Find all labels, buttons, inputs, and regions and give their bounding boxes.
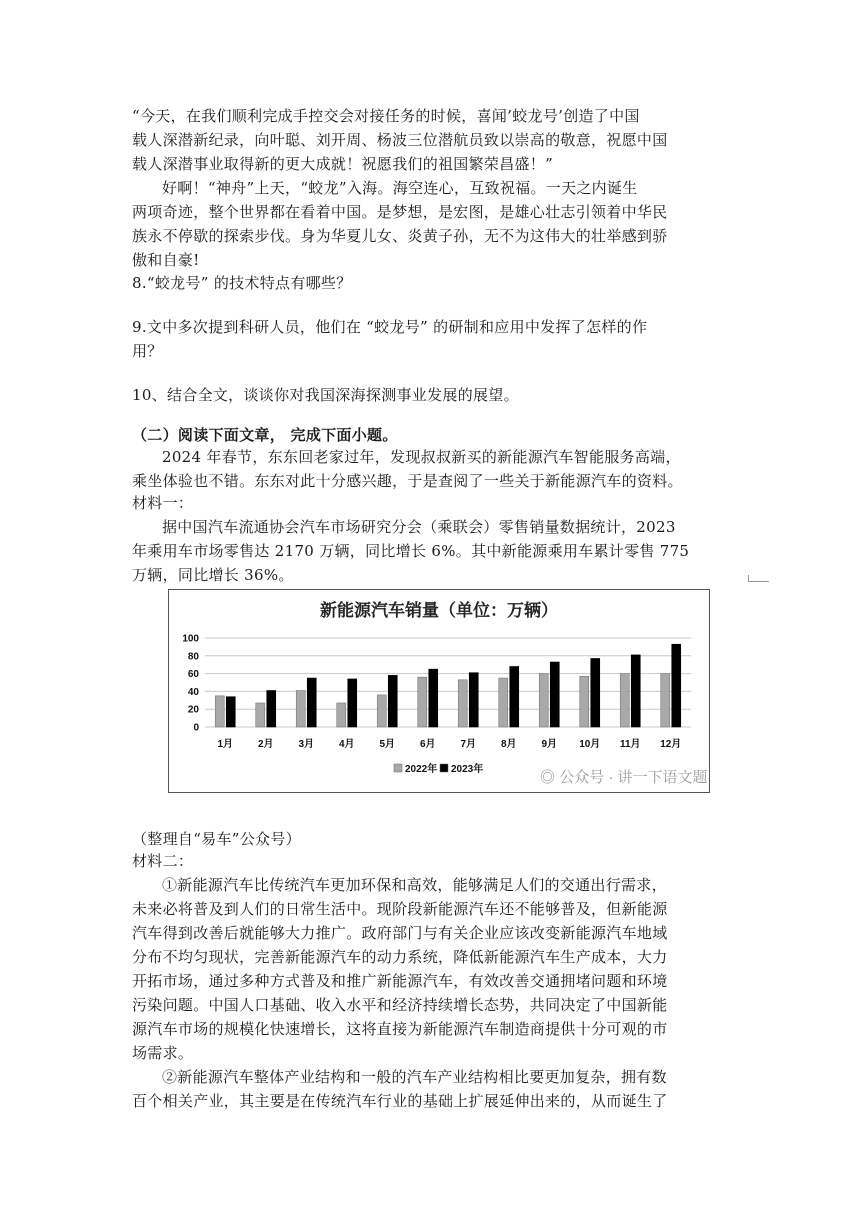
watermark (540, 766, 708, 787)
bar-2022年-12月 (661, 674, 670, 727)
x-tick-label: 3月 (298, 739, 315, 750)
question-10: 10、结合全文，谈谈你对我国深海探测事业发展的展望。 (132, 386, 519, 404)
x-tick-label: 9月 (541, 739, 558, 750)
text-line: 万辆，同比增长 36%。 (132, 566, 294, 584)
legend-label: 2023年 (451, 764, 484, 775)
x-tick-label: 5月 (379, 739, 396, 750)
bar-2023年-11月 (631, 655, 640, 727)
x-tick-label: 7月 (460, 739, 477, 750)
bar-2022年-9月 (539, 674, 548, 727)
text-line: 好啊！“神舟”上天，“蛟龙”入海。海空连心，互致祝福。一天之内诞生 (162, 179, 638, 197)
y-tick-label: 0 (193, 722, 199, 734)
watermark-text: 公众号 · 讲一下语文题 (559, 769, 708, 786)
text-line: 源汽车市场的规模化快速增长，这将直接为新能源汽车制造商提供十分可观的市 (132, 1020, 668, 1038)
legend-label: 2022年 (405, 764, 438, 775)
material-1-label: 材料一： (132, 494, 194, 512)
text-line: 场需求。 (132, 1044, 194, 1062)
bar-2022年-4月 (337, 703, 346, 727)
text-line: ②新能源汽车整体产业结构和一般的汽车产业结构相比要更加复杂，拥有数 (162, 1068, 667, 1086)
section-heading: （二）阅读下面文章， 完成下面小题。 (132, 426, 398, 444)
bar-2023年-5月 (388, 675, 397, 727)
question-8: 8.“蛟龙号” 的技术特点有哪些？ (132, 274, 352, 292)
bar-2023年-10月 (591, 658, 600, 727)
y-tick-label: 40 (187, 686, 199, 698)
bar-2023年-1月 (226, 697, 235, 727)
text-line: 未来必将普及到人们的日常生活中。现阶段新能源汽车还不能够普及，但新能源 (132, 900, 668, 918)
bar-2023年-3月 (307, 678, 316, 727)
y-tick-label: 100 (182, 633, 199, 645)
bar-2022年-2月 (256, 703, 265, 727)
x-tick-label: 4月 (338, 739, 355, 750)
bar-2022年-3月 (296, 691, 305, 727)
x-tick-label: 10月 (579, 739, 601, 750)
y-tick-label: 60 (187, 669, 199, 681)
text-line: ①新能源汽车比传统汽车更加环保和高效，能够满足人们的交通出行需求， (162, 876, 667, 894)
text-line: 开拓市场，通过多种方式普及和推广新能源汽车，有效改善交通拥堵问题和环境 (132, 972, 668, 990)
text-line: 分布不均匀现状，完善新能源汽车的动力系统，降低新能源汽车生产成本，大力 (132, 948, 668, 966)
wechat-icon: ◎ (540, 769, 556, 786)
x-tick-label: 8月 (500, 739, 517, 750)
text-line: 2024 年春节，东东回老家过年，发现叔叔新买的新能源汽车智能服务高端， (162, 448, 681, 466)
text-line: 乘坐体验也不错。东东对此十分感兴趣，于是查阅了一些关于新能源汽车的资料。 (132, 472, 683, 490)
y-tick-label: 20 (187, 704, 199, 716)
y-tick-label: 80 (187, 651, 199, 663)
x-tick-label: 6月 (419, 739, 436, 750)
text-line: 年乘用车市场零售达 2170 万辆，同比增长 6%。其中新能源乘用车累计零售 775 (132, 542, 690, 560)
question-9: 9.文中多次提到科研人员，他们在 “蛟龙号” 的研制和应用中发挥了怎样的作 (132, 318, 648, 336)
bar-2023年-7月 (469, 673, 478, 727)
bar-2023年-6月 (429, 669, 438, 727)
text-line: 两项奇迹，整个世界都在看着中国。是梦想，是宏图，是雄心壮志引领着中华民 (132, 203, 668, 221)
source-note: （整理自“易车”公众号） (132, 830, 301, 848)
x-tick-label: 11月 (619, 739, 641, 750)
sales-chart (168, 589, 710, 793)
bar-2023年-8月 (510, 666, 519, 727)
question-9-cont: 用？ (132, 342, 163, 360)
material-2-label: 材料二： (132, 852, 194, 870)
text-line: 族永不停歇的探索步伐。身为华夏儿女、炎黄子孙，无不为这伟大的壮举感到骄 (132, 227, 668, 245)
text-line: 载人深潜事业取得新的更大成就！祝愿我们的祖国繁荣昌盛！” (132, 155, 554, 173)
bar-2023年-12月 (672, 644, 681, 727)
corner-mark (748, 575, 769, 582)
text-line: 汽车得到改善后就能够大力推广。政府部门与有关企业应该改变新能源汽车地域 (132, 924, 668, 942)
chart-title: 新能源汽车销量（单位：万辆） (320, 601, 558, 621)
bar-2023年-4月 (348, 679, 357, 727)
legend-swatch (440, 764, 448, 772)
bar-2022年-5月 (377, 695, 386, 727)
text-line: 污染问题。中国人口基础、收入水平和经济持续增长态势，共同决定了中国新能 (132, 996, 668, 1014)
x-tick-label: 2月 (257, 739, 274, 750)
bar-2023年-2月 (267, 691, 276, 727)
chart-svg (169, 590, 709, 792)
legend-swatch (394, 764, 402, 772)
bar-2023年-9月 (550, 662, 559, 727)
bar-2022年-1月 (215, 696, 224, 727)
text-line: “今天，在我们顺利完成手控交会对接任务的时候，喜闻’蛟龙号’创造了中国 (132, 107, 640, 125)
x-tick-label: 1月 (217, 739, 234, 750)
text-line: 载人深潜新纪录，向叶聪、刘开周、杨波三位潜航员致以崇高的敬意，祝愿中国 (132, 131, 668, 149)
text-line: 傲和自豪! (132, 251, 200, 269)
bar-2022年-11月 (620, 674, 629, 727)
x-tick-label: 12月 (660, 739, 682, 750)
bar-2022年-7月 (458, 680, 467, 727)
text-line: 据中国汽车流通协会汽车市场研究分会（乘联会）零售销量数据统计，2023 (162, 518, 676, 536)
bar-2022年-8月 (499, 678, 508, 727)
text-line: 百个相关产业，其主要是在传统汽车行业的基础上扩展延伸出来的，从而诞生了 (132, 1092, 668, 1110)
bar-2022年-10月 (580, 676, 589, 727)
bar-2022年-6月 (418, 677, 427, 727)
